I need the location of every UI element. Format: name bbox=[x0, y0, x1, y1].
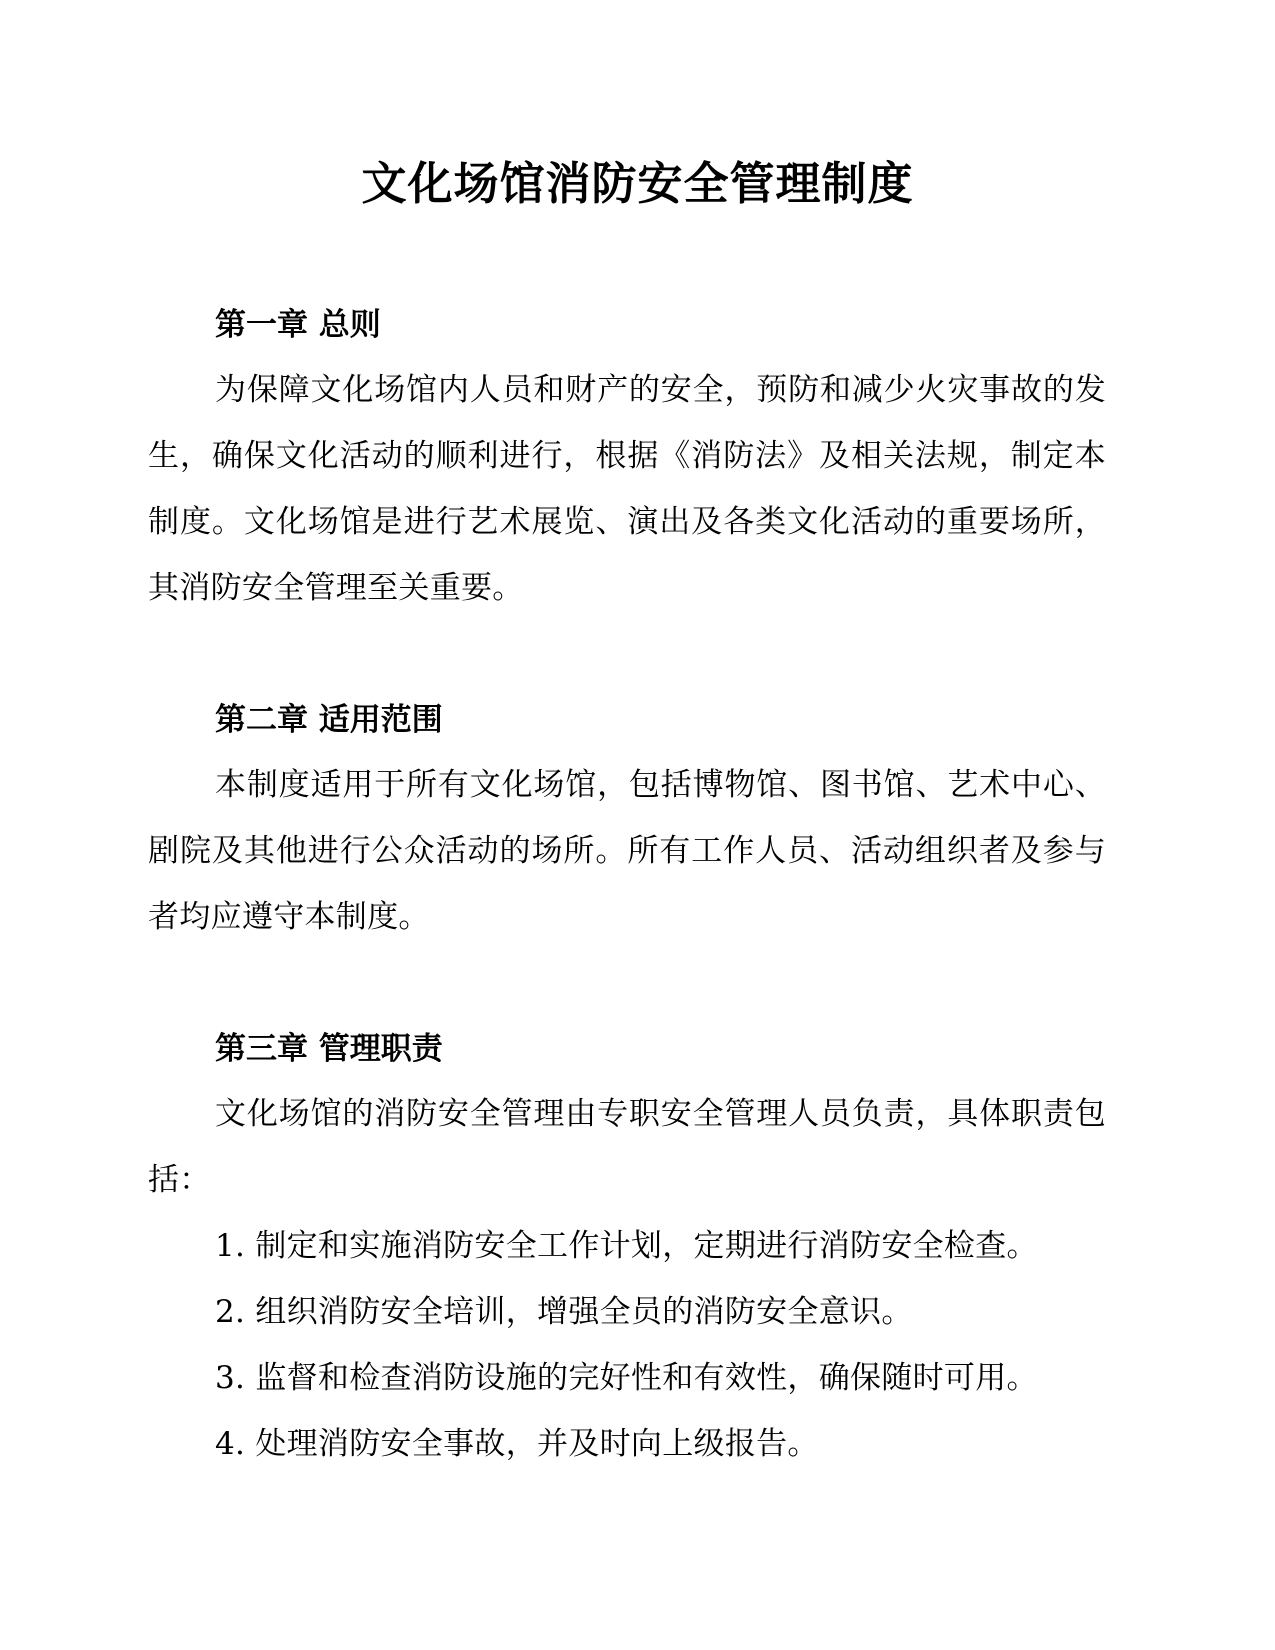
chapter-heading: 第二章 适用范围 bbox=[215, 702, 443, 738]
chapter-heading: 第三章 管理职责 bbox=[215, 1031, 443, 1067]
document-body bbox=[148, 293, 1106, 1477]
list-item: 1. 制定和实施消防安全工作计划，定期进行消防安全检查。 bbox=[215, 1228, 1038, 1264]
chapter-responsibilities bbox=[148, 1017, 1106, 1477]
chapter-paragraph: 为保障文化场馆内人员和财产的安全，预防和减少火灾事故的发生，确保文化活动的顺利进行，根据《消防法》及相关法规，制定本制度。文化场馆是进行艺术展览、演出及各类文化活动的重要场所，其消防安全管理至关重要。 bbox=[148, 372, 1106, 606]
list-item: 2. 组织消防安全培训，增强全员的消防安全意识。 bbox=[215, 1294, 913, 1330]
list-item: 3. 监督和检查消防设施的完好性和有效性，确保随时可用。 bbox=[215, 1360, 1038, 1396]
chapter-general bbox=[148, 293, 1106, 621]
responsibility-list bbox=[148, 1213, 1106, 1477]
chapter-paragraph: 本制度适用于所有文化场馆，包括博物馆、图书馆、艺术中心、剧院及其他进行公众活动的场所。所有工作人员、活动组织者及参与者均应遵守本制度。 bbox=[148, 767, 1106, 935]
list-item: 4. 处理消防安全事故，并及时向上级报告。 bbox=[215, 1426, 819, 1462]
chapter-paragraph: 文化场馆的消防安全管理由专职安全管理人员负责，具体职责包括： bbox=[148, 1096, 1106, 1198]
chapter-scope bbox=[148, 688, 1106, 950]
document-title: 文化场馆消防安全管理制度 bbox=[361, 157, 914, 210]
chapter-heading: 第一章 总则 bbox=[215, 307, 381, 343]
